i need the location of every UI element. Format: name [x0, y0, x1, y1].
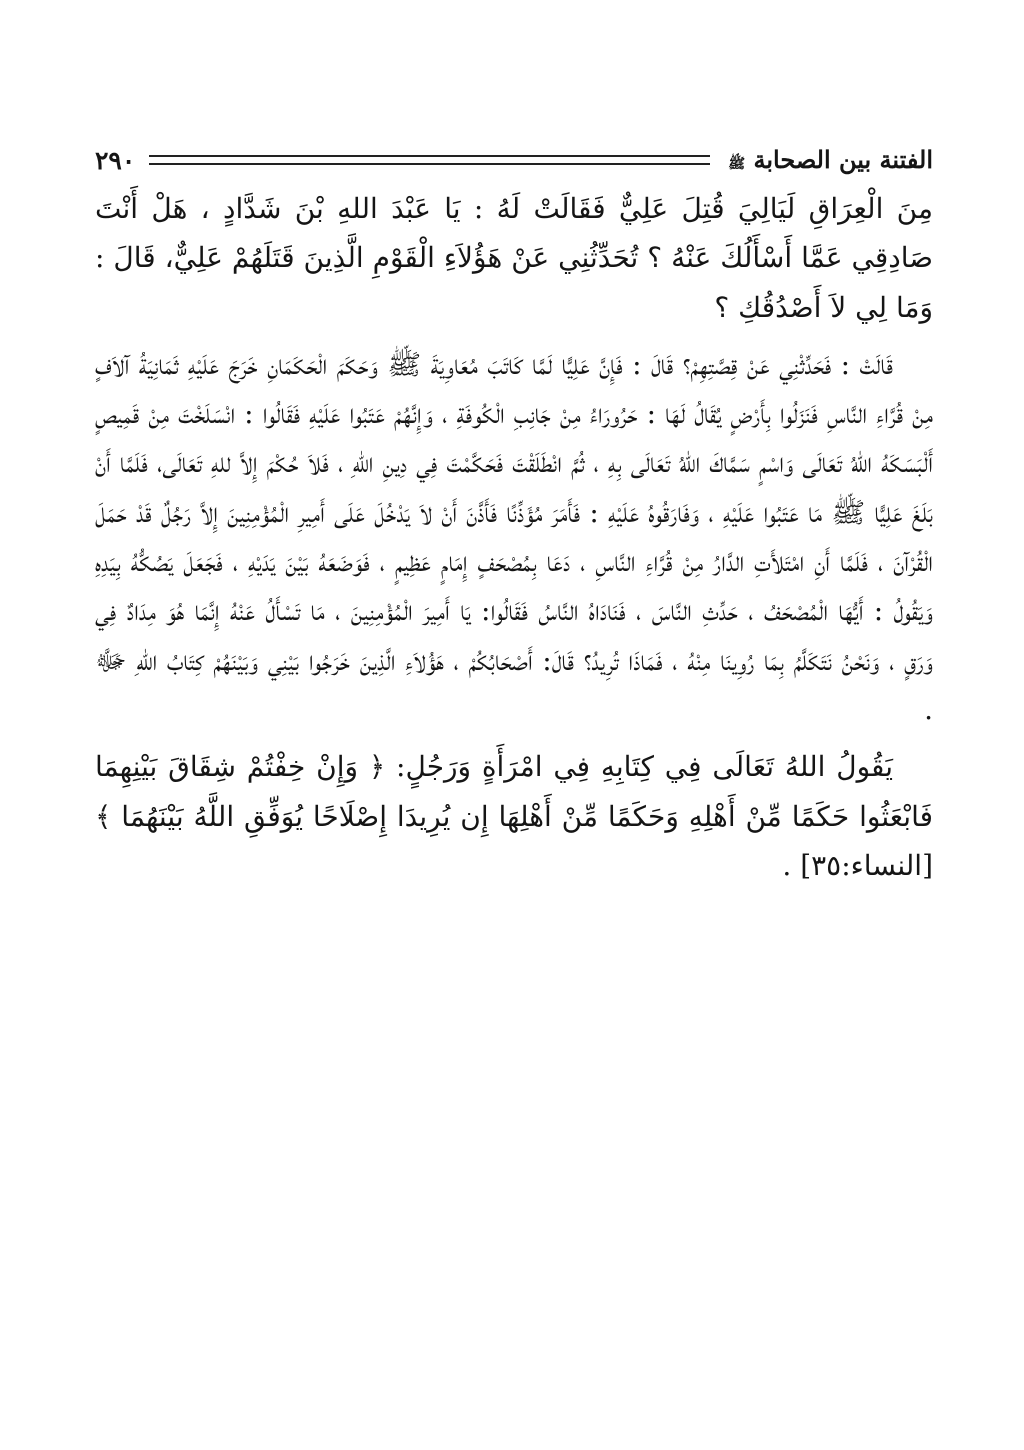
running-header: [95, 140, 933, 180]
paragraph-2: قَالَتْ : فَحَدِّثْنِي عَنْ قِصَّتِهِمْ؟ قَالَ : فَإِنَّ عَلِيًّا لَمَّا كَاتَبَ مُعَاوِيَةَ ﷺ وَحَكَمَ الْحَكَمَانِ خَرَجَ عَلَيْهِ ثَمَانِيَةُ آلاَفٍ مِنْ قُرَّاءِ النَّاسِ فَنَزَلُوا بِأَرْضٍ يُقَالُ لَهَا : حَرُورَاءُ مِنْ جَانِبِ الْكُوفَةِ ، وَإِنَّهُمْ عَتَبُوا عَلَيْهِ فَقَالُوا : انْسَلَخْتَ مِنْ قَمِيصٍ أَلْبَسَكَهُ اللهُ تَعَالَى وَاسْمٍ سَمَّاكَ اللهُ تَعَالَى بِهِ ، ثُمَّ انْطَلَقْتَ فَحَكَّمْتَ فِي دِينِ اللهِ ، فَلاَ حُكْمَ إِلاَّ للهِ تَعَالَى، فَلَمَّا أَنْ بَلَغَ عَلِيًّا ﷺ مَا عَتَبُوا عَلَيْهِ ، وَفَارَقُوهُ عَلَيْهِ : فَأَمَرَ مُؤَذِّنًا فَأَذَّنَ أَنْ لاَ يَدْخُلَ عَلَى أَمِيرِ الْمُؤْمِنِينَ إِلاَّ رَجُلٌ قَدْ حَمَلَ الْقُرْآنَ ، فَلَمَّا أَنِ امْتَلأَتِ الدَّارُ مِنْ قُرَّاءِ النَّاسِ ، دَعَا بِمُصْحَفٍ إِمَامٍ عَظِيمٍ ، فَوَضَعَهُ بَيْنَ يَدَيْهِ ، فَجَعَلَ يَصُكُّهُ بِيَدِهِ وَيَقُولُ : أَيُّهَا الْمُصْحَفُ ، حَدِّثِ النَّاسَ ، فَنَادَاهُ النَّاسُ فَقَالُوا: يَا أَمِيرَ الْمُؤْمِنِينَ ، مَا تَسْأَلُ عَنْهُ إِنَّمَا هُوَ مِدَادٌ فِي وَرَقٍ ، وَنَحْنُ نَتَكَلَّمُ بِمَا رُوِينَا مِنْهُ ، فَمَاذَا تُرِيدُ؟ قَالَ: أَصْحَابُكُمْ ، هَؤُلاَءِ الَّذِينَ خَرَجُوا بَيْنِي وَبَيْنَهُمْ كِتَابُ اللهِ ﷻ .: [95, 347, 933, 726]
header-double-rule: [149, 155, 710, 165]
running-title: [724, 145, 933, 175]
body-text: [95, 184, 933, 890]
book-page: [95, 140, 933, 890]
page-number: ٢٩٠: [95, 145, 136, 175]
paragraph-1: مِنَ الْعِرَاقِ لَيَالِيَ قُتِلَ عَلِيٌّ فَقَالَتْ لَهُ : يَا عَبْدَ اللهِ بْنَ شَدَّادٍ ، هَلْ أَنْتَ صَادِقِي عَمَّا أَسْأَلُكَ عَنْهُ ؟ تُحَدِّثُنِي عَنْ هَؤُلاَءِ الْقَوْمِ الَّذِينَ قَتَلَهُمْ عَلِيٌّ، قَالَ : وَمَا لِي لاَ أَصْدُقُكِ ؟: [95, 192, 933, 324]
honorific-symbol: ﷺ: [728, 156, 746, 172]
paragraph-3: يَقُولُ اللهُ تَعَالَى فِي كِتَابِهِ فِي امْرَأَةٍ وَرَجُلٍ: ﴿ وَإِنْ خِفْتُمْ شِقَاقَ بَيْنِهِمَا فَابْعَثُوا حَكَمًا مِّنْ أَهْلِهِ وَحَكَمًا مِّنْ أَهْلِهَا إِن يُرِيدَا إِصْلَاحًا يُوَفِّقِ اللَّهُ بَيْنَهُمَا ﴾ [النساء:٣٥] .: [95, 750, 933, 882]
running-title-text: الفتنة بين الصحابة: [753, 145, 933, 174]
